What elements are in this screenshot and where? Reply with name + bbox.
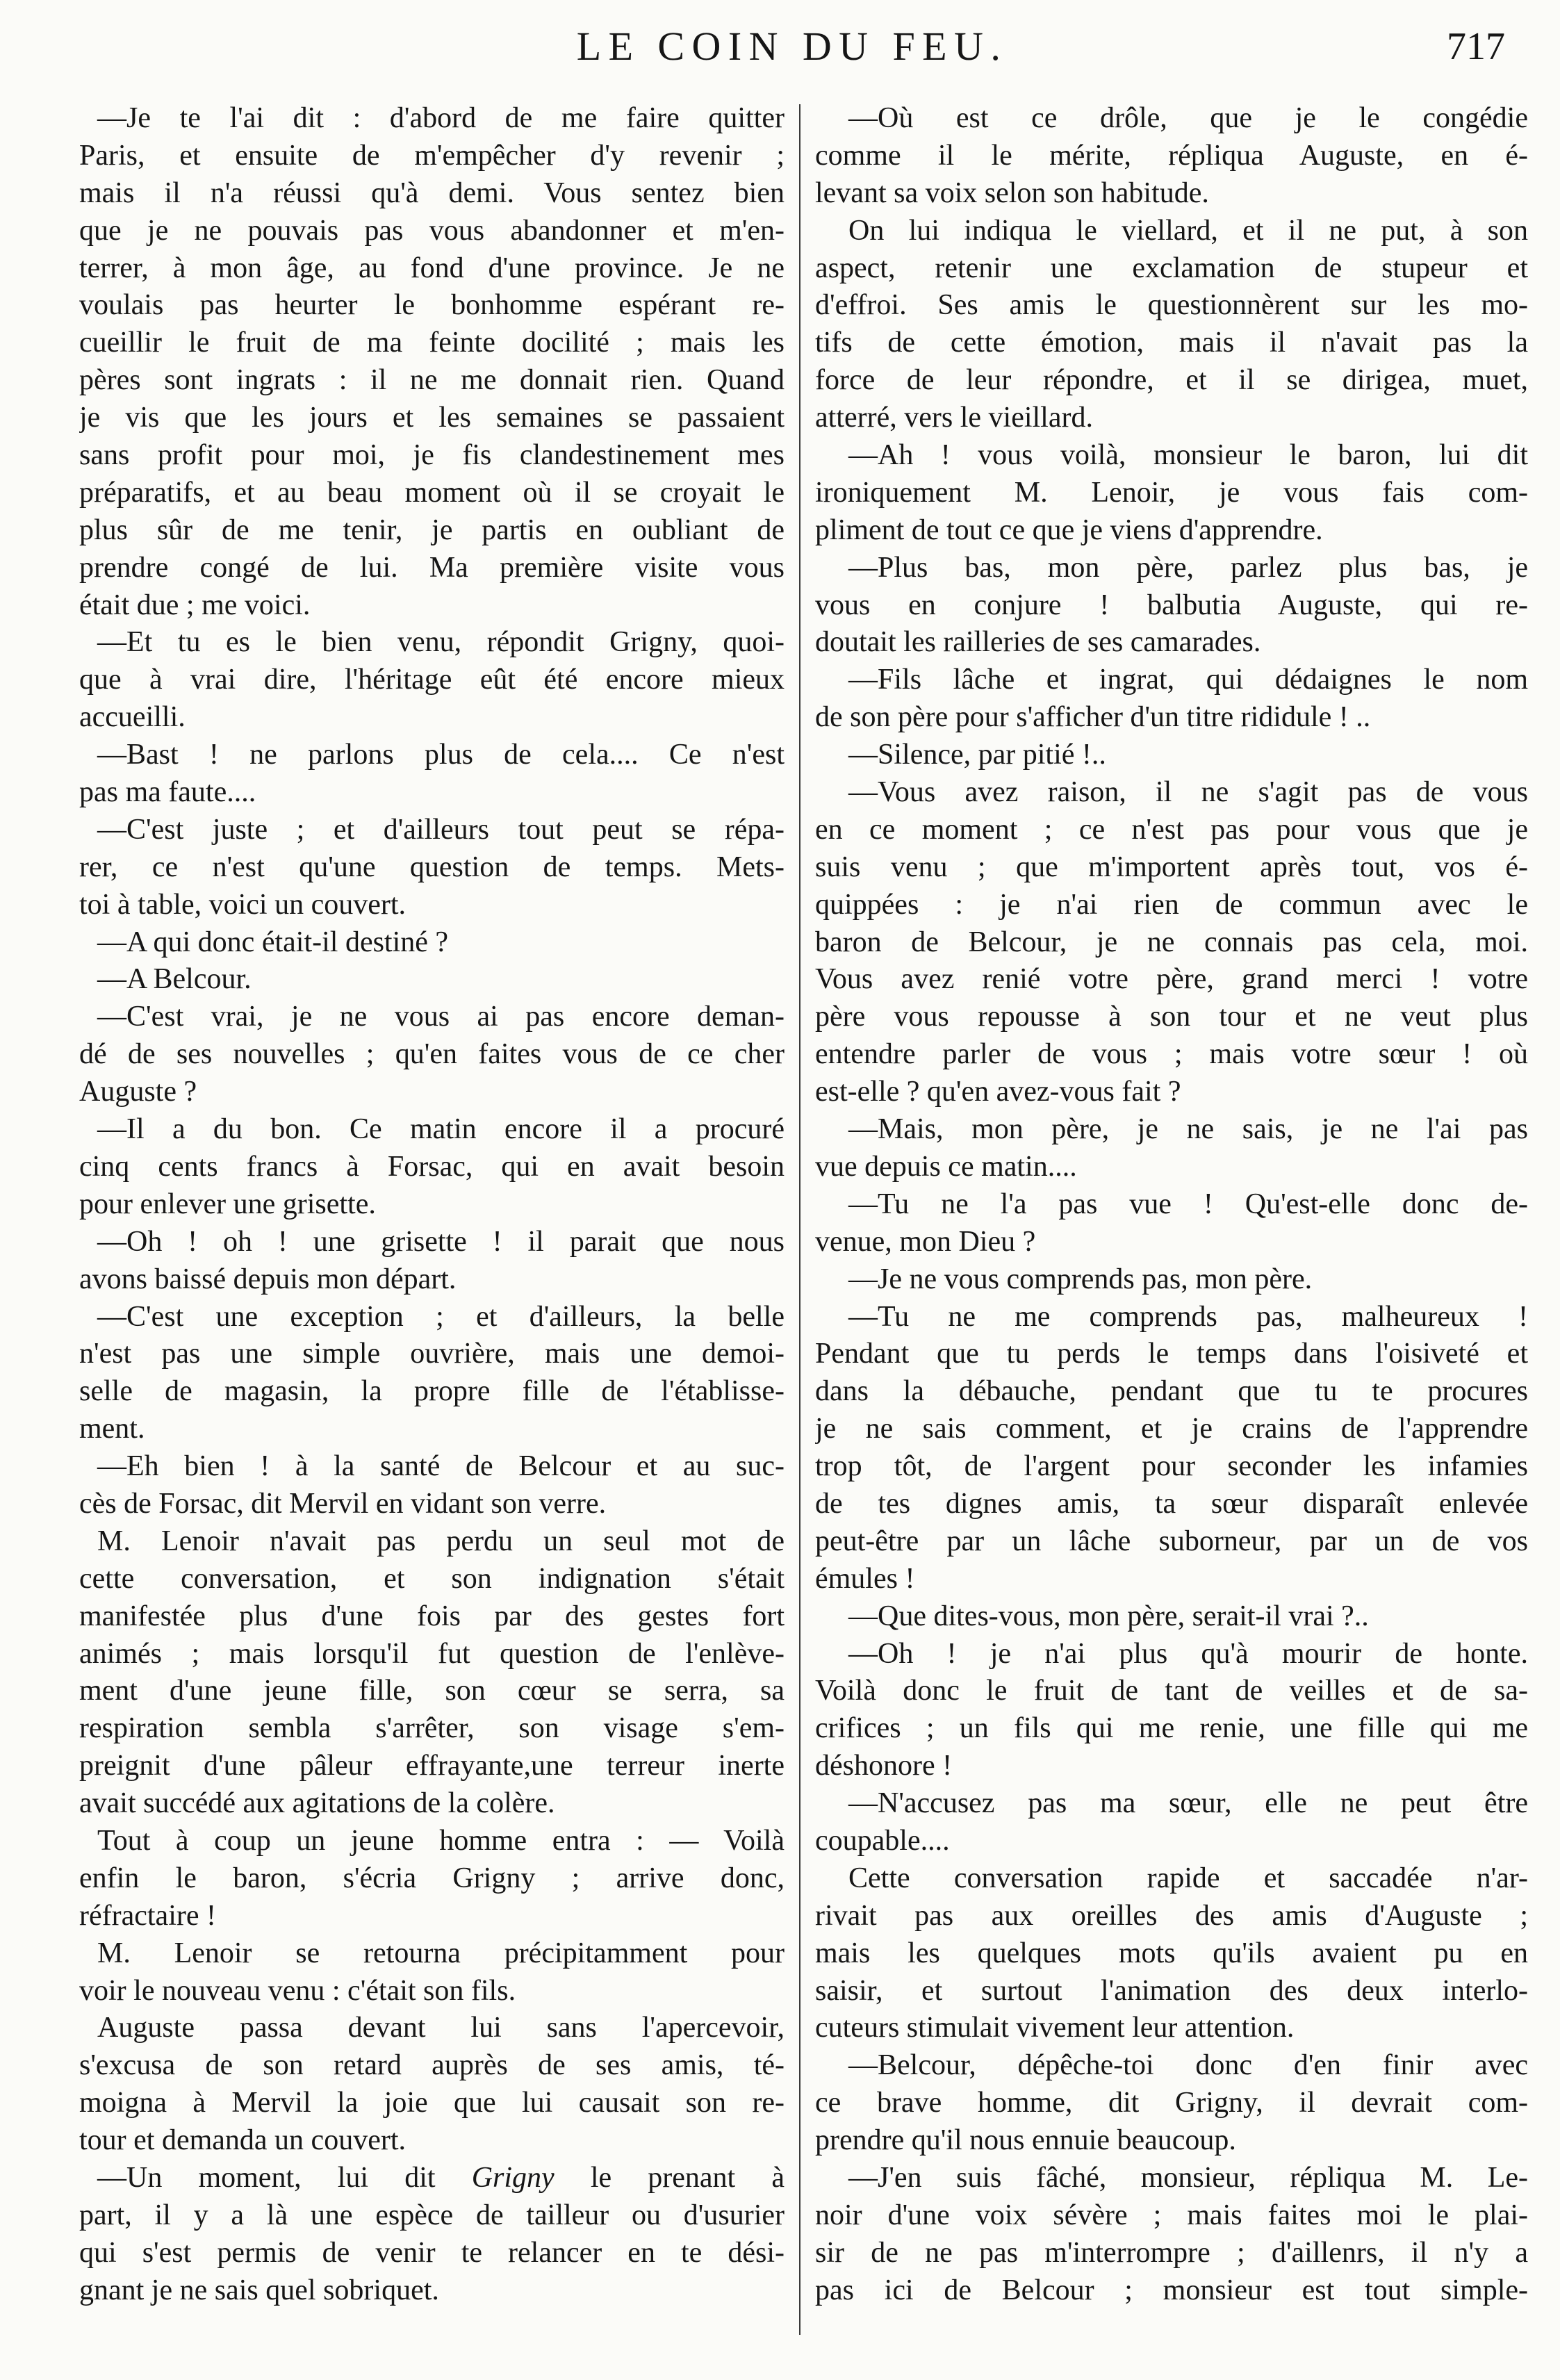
text-line: pas ici de Belcour ; monsieur est tout simple-: [815, 2274, 1528, 2306]
text-line: preignit d'une pâleur effrayante,une terreur inerte: [79, 1750, 785, 1782]
text-line: toi à table, voici un couvert.: [79, 888, 407, 921]
text-line: ce brave homme, dit Grigny, il devrait com-: [815, 2087, 1528, 2119]
text-line: On lui indiqua le viellard, et il ne put, à son: [848, 214, 1528, 247]
text-line: mais il n'a réussi qu'à demi. Vous sentez bien: [79, 177, 785, 209]
text-line: moigna à Mervil la joie que lui causait son re-: [79, 2087, 785, 2119]
text-line: levant sa voix selon son habitude.: [815, 177, 1209, 209]
paragraph: [815, 662, 1528, 737]
paragraph: [79, 1935, 785, 2010]
paragraph: [815, 2047, 1528, 2160]
text-line: Tout à coup un jeune homme entra : — Voilà: [97, 1824, 785, 1857]
text-line: force de leur répondre, et il se dirigea, muet,: [815, 364, 1528, 397]
text-line: déshonore !: [815, 1750, 953, 1782]
text-line: quippées : je n'ai rien de commun avec le: [815, 888, 1528, 921]
text-line: mais les quelques mots qu'ils avaient pu en: [815, 1937, 1528, 1969]
text-line: [79, 2160, 785, 2197]
text-line: sans profit pour moi, je fis clandestinement mes: [79, 439, 785, 472]
text-line: préparatifs, et au beau moment où il se croyait le: [79, 476, 785, 509]
paragraph: [79, 2160, 785, 2310]
column-rule: [799, 104, 800, 2335]
paragraph: [815, 550, 1528, 662]
text-line: ironiquement M. Lenoir, je vous fais com-: [815, 476, 1528, 509]
text-span: le prenant à: [554, 2161, 785, 2194]
text-line: n'est pas une simple ouvrière, mais une demoi-: [79, 1338, 785, 1370]
paragraph: [79, 1111, 785, 1224]
text-line: —Où est ce drôle, que je le congédie: [848, 102, 1528, 134]
text-line: je vis que les jours et les semaines se passaient: [79, 402, 785, 434]
text-line: —C'est juste ; et d'ailleurs tout peut se répa-: [97, 813, 785, 846]
text-line: aspect, retenir une exclamation de stupeur et: [815, 252, 1528, 284]
text-line: rivait pas aux oreilles des amis d'Auguste ;: [815, 1899, 1528, 1932]
text-line: —C'est une exception ; et d'ailleurs, la belle: [97, 1300, 785, 1333]
paragraph: [79, 924, 785, 962]
text-line: M. Lenoir se retourna précipitamment pour: [97, 1937, 785, 1969]
text-line: —Tu ne l'a pas vue ! Qu'est-elle donc de-: [848, 1188, 1528, 1220]
text-line: tifs de cette émotion, mais il n'avait pas la: [815, 327, 1528, 359]
running-head: LE COIN DU FEU.: [576, 24, 1008, 69]
text-line: plus sûr de me tenir, je partis en oubliant de: [79, 514, 785, 546]
text-line: doutait les railleries de ses camarades.: [815, 626, 1261, 659]
paragraph: [79, 961, 785, 999]
text-line: en ce moment ; ce n'est pas pour vous que je: [815, 813, 1528, 846]
text-line: —A Belcour.: [97, 963, 252, 996]
text-line: enfin le baron, s'écria Grigny ; arrive donc,: [79, 1862, 785, 1894]
text-line: suis venu ; que m'importent après tout, vos é-: [815, 851, 1528, 883]
paragraph: [815, 2160, 1528, 2310]
text-line: pliment de tout ce que je viens d'apprendre.: [815, 514, 1323, 546]
text-line: ment.: [79, 1413, 145, 1445]
paragraph: [79, 1523, 785, 1823]
text-line: dé de ses nouvelles ; qu'en faites vous de ce cher: [79, 1038, 785, 1071]
page-number: 717: [1447, 25, 1505, 68]
text-line: Auguste passa devant lui sans l'apercevoir,: [97, 2012, 785, 2044]
paragraph: [815, 1785, 1528, 1860]
text-line: rer, ce n'est qu'une question de temps. Mets-: [79, 851, 785, 883]
text-line: prendre qu'il nous ennuie beaucoup.: [815, 2124, 1236, 2157]
text-line: saisir, et surtout l'animation des deux interlo-: [815, 1974, 1528, 2007]
text-line: gnant je ne sais quel sobriquet.: [79, 2274, 439, 2306]
text-line: comme il le mérite, répliqua Auguste, en é-: [815, 139, 1528, 172]
text-line: vous en conjure ! balbutia Auguste, qui re-: [815, 589, 1528, 621]
text-line: dans la débauche, pendant que tu te procures: [815, 1375, 1528, 1408]
italic-text: Grigny: [471, 2161, 555, 2194]
paragraph: [815, 100, 1528, 213]
paragraph: [79, 2010, 785, 2160]
text-line: qui s'est permis de venir te relancer en te dési-: [79, 2236, 785, 2269]
text-line: voulais pas heurter le bonhomme espérant re-: [79, 289, 785, 322]
text-line: respiration sembla s'arrêter, son visage s'em-: [79, 1712, 785, 1745]
text-line: que à vrai dire, l'héritage eût été encore mieux: [79, 664, 785, 696]
text-line: —A qui donc était-il destiné ?: [97, 926, 449, 958]
paragraph: [79, 1448, 785, 1523]
text-line: je ne sais comment, et je crains de l'apprendre: [815, 1413, 1528, 1445]
text-line: —Plus bas, mon père, parlez plus bas, je: [848, 551, 1528, 584]
text-line: —Vous avez raison, il ne s'agit pas de vous: [848, 776, 1528, 809]
text-line: —Ah ! vous voilà, monsieur le baron, lui dit: [848, 439, 1528, 472]
text-line: d'effroi. Ses amis le questionnèrent sur les mo-: [815, 289, 1528, 322]
text-line: trop tôt, de l'argent pour seconder les infamies: [815, 1450, 1528, 1483]
text-line: —Silence, par pitié !..: [848, 739, 1106, 771]
text-line: —Oh ! oh ! une grisette ! il parait que nous: [97, 1225, 785, 1258]
paragraph: [79, 1224, 785, 1299]
text-line: s'excusa de son retard auprès de ses amis, té-: [79, 2049, 785, 2082]
paragraph: [815, 1299, 1528, 1598]
paragraph: [815, 213, 1528, 437]
paragraph: [79, 100, 785, 624]
text-line: atterré, vers le vieillard.: [815, 402, 1093, 434]
text-line: —Mais, mon père, je ne sais, je ne l'ai pas: [848, 1113, 1528, 1146]
text-line: coupable....: [815, 1824, 950, 1857]
text-line: —Bast ! ne parlons plus de cela.... Ce n'est: [97, 739, 785, 771]
text-line: cinq cents francs à Forsac, qui en avait besoin: [79, 1150, 785, 1183]
text-line: réfractaire !: [79, 1899, 216, 1932]
text-line: —C'est vrai, je ne vous ai pas encore deman-: [97, 1001, 785, 1033]
text-line: Pendant que tu perds le temps dans l'oisiveté et: [815, 1338, 1528, 1370]
text-line: terrer, à mon âge, au fond d'une province. Je ne: [79, 252, 785, 284]
text-line: selle de magasin, la propre fille de l'établisse-: [79, 1375, 785, 1408]
text-line: baron de Belcour, je ne connais pas cela, moi.: [815, 926, 1528, 958]
text-line: manifestée plus d'une fois par des gestes fort: [79, 1600, 785, 1632]
paragraph: [815, 1111, 1528, 1186]
text-line: M. Lenoir n'avait pas perdu un seul mot de: [97, 1525, 785, 1557]
left-column: [79, 100, 785, 2310]
paragraph: [815, 1636, 1528, 1786]
text-line: part, il y a là une espèce de tailleur ou d'usurier: [79, 2199, 785, 2231]
text-line: —J'en suis fâché, monsieur, répliqua M. Le-: [848, 2161, 1528, 2194]
paragraph: [815, 437, 1528, 550]
text-line: de tes dignes amis, ta sœur disparaît enlevée: [815, 1487, 1528, 1520]
text-line: prendre congé de lui. Ma première visite vous: [79, 551, 785, 584]
text-line: était due ; me voici.: [79, 589, 311, 621]
text-line: Voilà donc le fruit de tant de veilles et de sa-: [815, 1675, 1528, 1707]
text-line: cuteurs stimulait vivement leur attention.: [815, 2012, 1295, 2044]
text-line: est-elle ? qu'en avez-vous fait ?: [815, 1076, 1181, 1108]
paragraph: [815, 1261, 1528, 1299]
text-line: —Il a du bon. Ce matin encore il a procuré: [97, 1113, 785, 1146]
text-line: que je ne pouvais pas vous abandonner et m'en-: [79, 214, 785, 247]
text-line: —Je te l'ai dit : d'abord de me faire quitter: [97, 102, 785, 134]
paragraph: [79, 1299, 785, 1449]
text-line: —Belcour, dépêche-toi donc d'en finir avec: [848, 2049, 1528, 2082]
text-line: peut-être par un lâche suborneur, par un de vos: [815, 1525, 1528, 1557]
text-line: —Oh ! je n'ai plus qu'à mourir de honte.: [848, 1637, 1528, 1670]
text-line: —Que dites-vous, mon père, serait-il vrai ?..: [848, 1600, 1369, 1632]
text-line: —Je ne vous comprends pas, mon père.: [848, 1263, 1313, 1295]
text-line: animés ; mais lorsqu'il fut question de l'enlève-: [79, 1637, 785, 1670]
text-line: Vous avez renié votre père, grand merci ! votre: [815, 963, 1528, 996]
text-line: cette conversation, et son indignation s'était: [79, 1562, 785, 1595]
text-line: accueilli.: [79, 701, 186, 734]
paragraph: [815, 1860, 1528, 2047]
text-line: —Eh bien ! à la santé de Belcour et au suc-: [97, 1450, 785, 1483]
text-line: de son père pour s'afficher d'un titre rididule ! ..: [815, 701, 1371, 734]
text-line: pères sont ingrats : il ne me donnait rien. Quand: [79, 364, 785, 397]
paragraph: [815, 1598, 1528, 1636]
text-line: —Fils lâche et ingrat, qui dédaignes le nom: [848, 664, 1528, 696]
paragraph: [815, 737, 1528, 774]
text-line: avait succédé aux agitations de la colère.: [79, 1787, 555, 1820]
text-line: crifices ; un fils qui me renie, une fille qui me: [815, 1712, 1528, 1745]
text-line: sir de ne pas m'interrompre ; d'aillenrs, il n'y a: [815, 2236, 1528, 2269]
text-span: —Un moment, lui dit: [97, 2161, 472, 2194]
text-line: noir d'une voix sévère ; mais faites moi le plai-: [815, 2199, 1528, 2231]
text-line: tour et demanda un couvert.: [79, 2124, 406, 2157]
paragraph: [79, 624, 785, 737]
paragraph: [815, 1186, 1528, 1261]
text-line: cueillir le fruit de ma feinte docilité ; mais les: [79, 327, 785, 359]
text-line: entendre parler de vous ; mais votre sœur ! où: [815, 1038, 1528, 1071]
paragraph: [79, 999, 785, 1111]
text-line: vue depuis ce matin....: [815, 1150, 1077, 1183]
paragraph: [79, 737, 785, 812]
text-line: —Et tu es le bien venu, répondit Grigny, quoi-: [97, 626, 785, 659]
text-line: —N'accusez pas ma sœur, elle ne peut être: [848, 1787, 1528, 1820]
text-line: émules !: [815, 1562, 915, 1595]
paragraph: [815, 774, 1528, 1111]
text-line: voir le nouveau venu : c'était son fils.: [79, 1974, 516, 2007]
text-line: ment d'une jeune fille, son cœur se serra, sa: [79, 1675, 785, 1707]
text-line: avons baissé depuis mon départ.: [79, 1263, 457, 1295]
paragraph: [79, 812, 785, 924]
text-line: cès de Forsac, dit Mervil en vidant son verre.: [79, 1487, 607, 1520]
text-line: venue, mon Dieu ?: [815, 1225, 1036, 1258]
text-line: père vous repousse à son tour et ne veut plus: [815, 1001, 1528, 1033]
text-line: Paris, et ensuite de m'empêcher d'y revenir ;: [79, 139, 785, 172]
right-column: [815, 100, 1528, 2310]
text-line: pour enlever une grisette.: [79, 1188, 376, 1220]
text-line: —Tu ne me comprends pas, malheureux !: [848, 1300, 1528, 1333]
text-line: pas ma faute....: [79, 776, 256, 809]
text-line: Cette conversation rapide et saccadée n'ar-: [848, 1862, 1528, 1894]
text-line: Auguste ?: [79, 1076, 197, 1108]
paragraph: [79, 1823, 785, 1935]
